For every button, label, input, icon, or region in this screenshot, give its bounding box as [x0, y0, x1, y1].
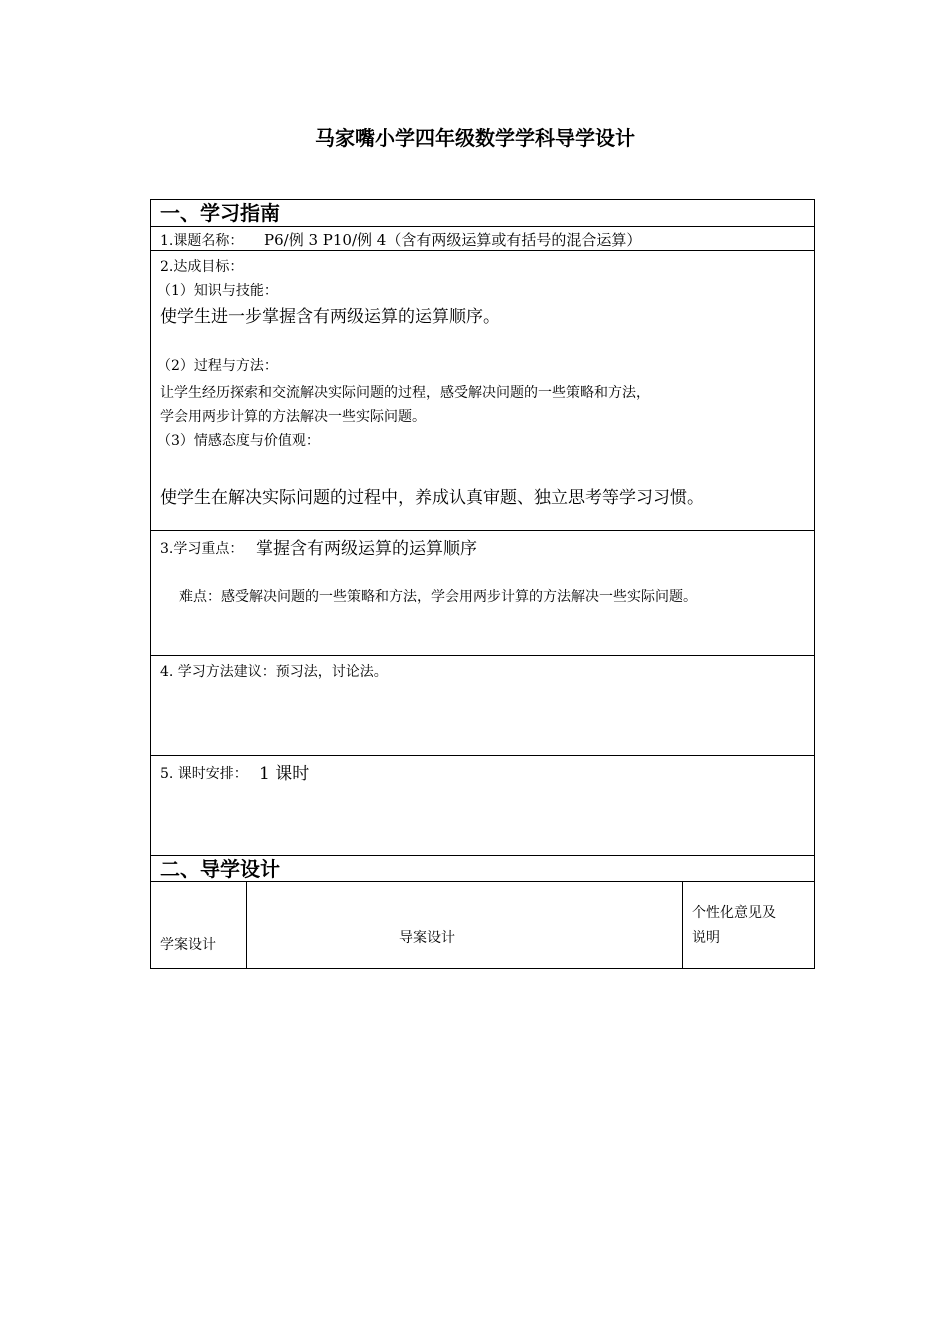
col-student-design: 学案设计 — [160, 937, 216, 953]
method-row — [151, 656, 814, 756]
column-divider — [246, 882, 247, 968]
difficulty-text: 难点：感受解决问题的一些策略和方法，学会用两步计算的方法解决一些实际问题。 — [179, 589, 697, 605]
goals-row — [151, 251, 814, 531]
col-teacher-design: 导案设计 — [399, 930, 455, 946]
keypoint-value: 掌握含有两级运算的运算顺序 — [256, 539, 477, 559]
column-divider — [682, 882, 683, 968]
keypoint-label: 3.学习重点： — [160, 541, 244, 557]
col-notes-line1: 个性化意见及 — [692, 905, 776, 921]
schedule-row — [151, 756, 814, 856]
topic-label: 1.课题名称： — [160, 233, 244, 249]
method-text: 4. 学习方法建议：预习法，讨论法。 — [160, 664, 388, 680]
schedule-label: 5. 课时安排： — [160, 766, 248, 782]
goal2-text-line1: 让学生经历探索和交流解决实际问题的过程，感受解决问题的一些策略和方法， — [160, 385, 650, 401]
section1-heading: 一、学习指南 — [160, 201, 280, 225]
goal1-text: 使学生进一步掌握含有两级运算的运算顺序。 — [160, 307, 500, 327]
col-notes-line2: 说明 — [692, 930, 720, 946]
goal3-text: 使学生在解决实际问题的过程中，养成认真审题、独立思考等学习习惯。 — [160, 488, 704, 508]
design-columns-row — [151, 882, 814, 968]
topic-row — [151, 227, 814, 251]
topic-value: P6/例 3 P10/例 4（含有两级运算或有括号的混合运算） — [264, 231, 642, 249]
section1-heading-row — [151, 200, 814, 227]
goal2-text-line2: 学会用两步计算的方法解决一些实际问题。 — [160, 409, 426, 425]
section2-heading: 二、导学设计 — [160, 857, 280, 881]
page-title: 马家嘴小学四年级数学学科导学设计 — [315, 126, 635, 150]
schedule-value: 1 课时 — [259, 764, 310, 784]
goal3-label: （3）情感态度与价值观： — [157, 433, 320, 449]
section2-heading-row — [151, 856, 814, 882]
keypoint-row — [151, 531, 814, 656]
goal2-label: （2）过程与方法： — [157, 358, 278, 374]
goal1-label: （1）知识与技能： — [157, 283, 278, 299]
goals-label: 2.达成目标： — [160, 259, 244, 275]
guide-table — [150, 199, 815, 969]
